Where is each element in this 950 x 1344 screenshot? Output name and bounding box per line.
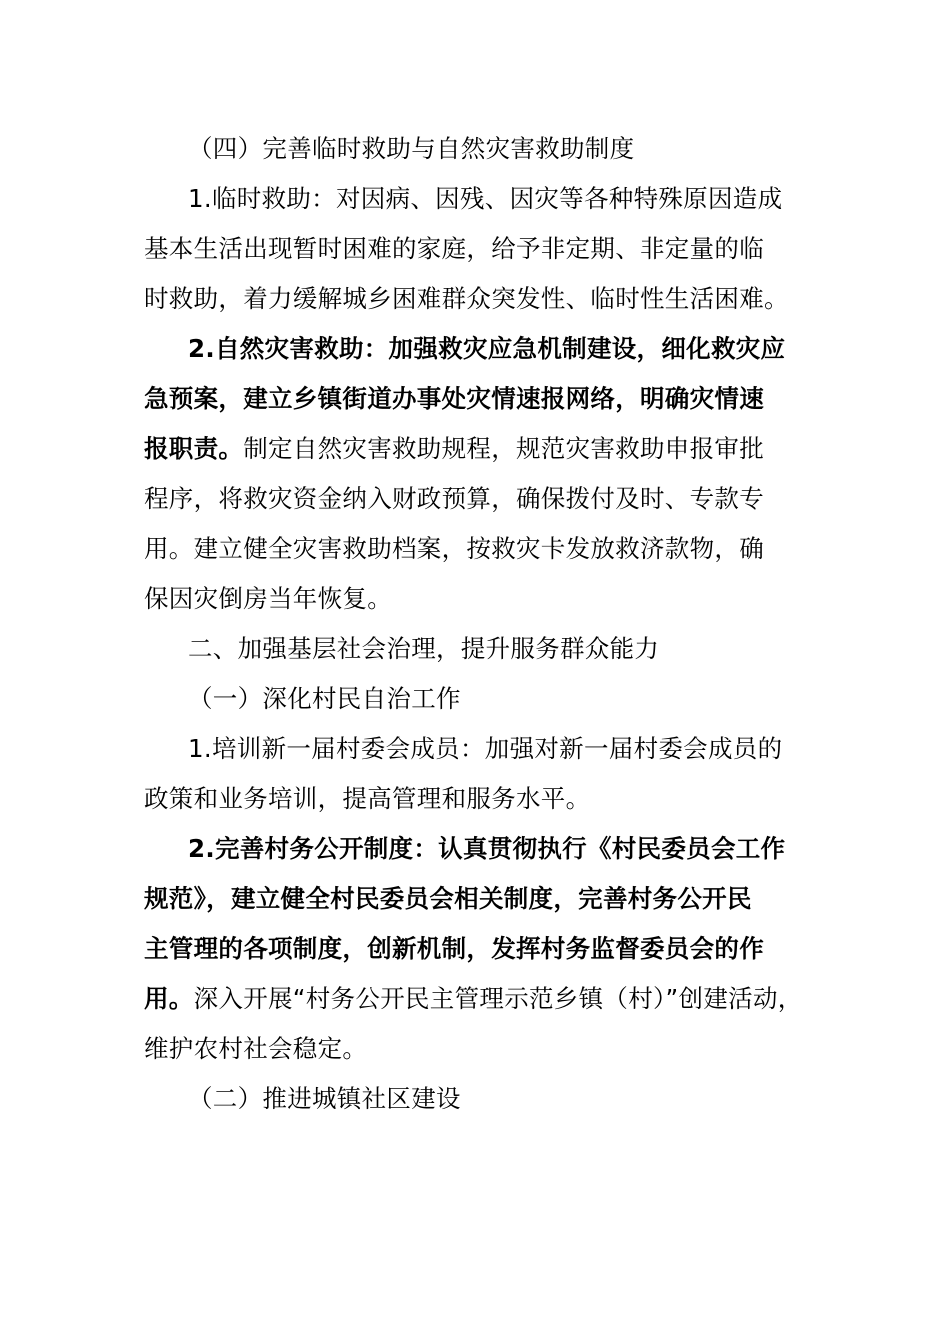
paragraph-disaster-relief-line-4: 程序，将救灾资金纳入财政预算，确保拨付及时、专款专: [144, 484, 764, 513]
paragraph-village-affairs-line-1: 2.完善村务公开制度：认真贯彻执行《村民委员会工作: [188, 834, 786, 863]
heading-grassroots-governance: 二、加强基层社会治理，提升服务群众能力: [188, 634, 660, 663]
paragraph-village-affairs-line-4: [144, 974, 824, 1024]
paragraph-committee-training-line-1: 1.培训新一届村委会成员：加强对新一届村委会成员的: [188, 734, 783, 763]
subheading-urban-community-building: （二）推进城镇社区建设: [188, 1084, 461, 1113]
subheading-temporary-and-disaster-relief: （四）完善临时救助与自然灾害救助制度: [188, 134, 635, 163]
paragraph-village-affairs-line-3: 主管理的各项制度，创新机制，发挥村务监督委员会的作: [144, 934, 764, 963]
normal-segment: 制定自然灾害救助规程，规范灾害救助申报审批: [243, 434, 765, 463]
paragraph-temporary-relief-line-2: 基本生活出现暂时困难的家庭，给予非定期、非定量的临: [144, 234, 764, 263]
bold-segment: 用。: [144, 984, 194, 1013]
paragraph-temporary-relief-line-1: 1.临时救助：对因病、因残、因灾等各种特殊原因造成: [188, 184, 783, 213]
paragraph-disaster-relief-line-6: 保因灾倒房当年恢复。: [144, 584, 392, 613]
paragraph-village-affairs-line-5: 维护农村社会稳定。: [144, 1034, 368, 1063]
document-body: [144, 124, 824, 1124]
paragraph-disaster-relief-line-5: 用。建立健全灾害救助档案，按救灾卡发放救济款物，确: [144, 534, 764, 563]
subheading-village-self-governance: （一）深化村民自治工作: [188, 684, 461, 713]
bold-segment: 报职责。: [144, 434, 244, 463]
paragraph-disaster-relief-line-2: 急预案，建立乡镇街道办事处灾情速报网络，明确灾情速: [144, 384, 764, 413]
normal-segment: 深入开展“村务公开民主管理示范乡镇（村）”创建活动，: [193, 984, 803, 1013]
paragraph-disaster-relief-line-3: [144, 424, 824, 474]
paragraph-disaster-relief-line-1: 2.自然灾害救助：加强救灾应急机制建设，细化救灾应: [188, 334, 786, 363]
paragraph-temporary-relief-line-3: 时救助，着力缓解城乡困难群众突发性、临时性生活困难。: [144, 284, 789, 313]
paragraph-committee-training-line-2: 政策和业务培训，提高管理和服务水平。: [144, 784, 591, 813]
paragraph-village-affairs-line-2: 规范》，建立健全村民委员会相关制度，完善村务公开民: [144, 884, 752, 913]
